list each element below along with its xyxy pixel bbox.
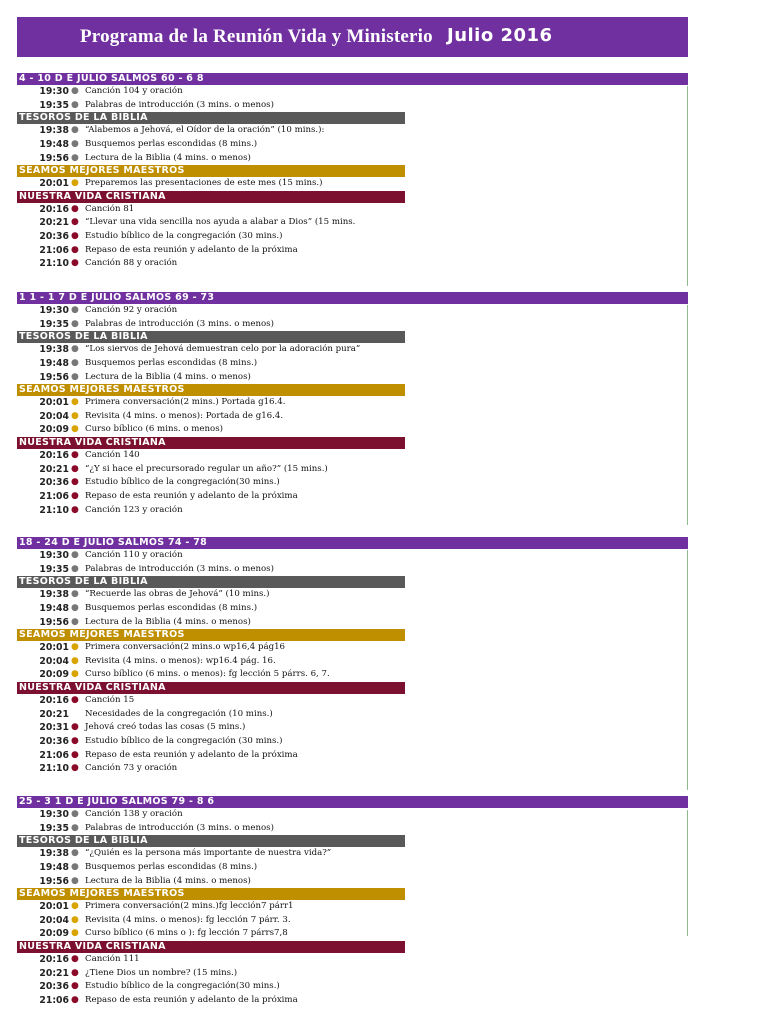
week-block [17,73,688,271]
item-time: 20:36 [39,736,69,748]
bullet-icon: ● [71,602,79,613]
week-block [17,537,688,776]
bullet-icon: ● [71,763,79,774]
item-time: 19:56 [39,152,69,164]
item-time: 20:36 [39,231,69,243]
item-time: 21:06 [39,995,69,1007]
item-time: 20:01 [39,901,69,913]
item-time: 21:06 [39,749,69,761]
item-time: 20:21 [39,708,69,720]
schedule-item [17,99,688,113]
schedule-item [17,304,688,318]
schedule-item [17,244,688,258]
bullet-icon: ● [71,397,79,408]
schedule-item [17,967,688,981]
schedule-item [17,735,688,749]
item-text: Primera conversación(2 mins.o wp16,4 pág16 [85,642,286,653]
section-nuestra: NUESTRA VIDA CRISTIANA [17,682,405,694]
schedule-item [17,563,688,577]
item-text: Estudio bíblico de la congregación (30 mins.) [85,736,283,747]
bullet-icon: ● [71,875,79,886]
item-time: 20:04 [39,655,69,667]
item-text: Primera conversación(2 mins.)fg lección7 párr1 [85,901,294,912]
item-text: Preparemos las presentaciones de este mes (15 mins.) [85,178,323,189]
bullet-icon: ● [71,848,79,859]
item-time: 20:01 [39,642,69,654]
schedule-item [17,203,688,217]
bullet-icon: ● [71,749,79,760]
item-text: Busquemos perlas escondidas (8 mins.) [85,861,258,872]
item-text: Canción 110 y oración [85,550,183,560]
schedule-item [17,343,688,357]
item-time: 19:56 [39,616,69,628]
item-text: Necesidades de la congregación (10 mins.) [85,708,273,719]
section-nuestra: NUESTRA VIDA CRISTIANA [17,191,405,203]
schedule-header [17,17,688,57]
item-time: 20:09 [39,424,69,436]
bullet-icon: ● [71,305,79,315]
item-text: “Los siervos de Jehová demuestran celo por la adoración pura” [85,344,361,355]
bullet-icon: ● [71,809,79,819]
item-text: Canción 123 y oración [85,504,183,515]
item-text: Canción 81 [85,203,135,214]
schedule-item [17,694,688,708]
item-text: Canción 92 y oración [85,305,178,315]
schedule-item [17,749,688,763]
bullet-icon: ● [71,616,79,627]
section-seamos: SEAMOS MEJORES MAESTROS [17,629,405,641]
schedule-item [17,396,688,410]
bullet-icon: ● [71,410,79,421]
bullet-icon: ● [71,244,79,255]
item-text: “¿Quién es la persona más importante de nuestra vida?” [85,848,332,859]
bullet-icon: ● [71,138,79,149]
item-time: 19:38 [39,344,69,356]
section-tesoros: TESOROS DE LA BIBLIA [17,331,405,343]
item-time: 21:10 [39,258,69,270]
bullet-icon: ● [71,258,79,269]
bullet-icon: ● [71,954,79,965]
bullet-icon: ● [71,861,79,872]
item-time: 19:35 [39,99,69,111]
item-time: 19:38 [39,848,69,860]
item-time: 21:06 [39,491,69,503]
schedule-item [17,85,688,99]
bullet-icon: ● [71,563,79,574]
item-time: 21:10 [39,763,69,775]
bullet-icon: ● [71,463,79,474]
schedule-item [17,847,688,861]
item-time: 20:16 [39,203,69,215]
schedule-item [17,138,688,152]
schedule-item [17,900,688,914]
week-header: 25 - 3 1 D E JULIO SALMOS 79 - 8 6 [17,796,688,808]
schedule-title: Programa de la Reunión Vida y Ministerio [80,26,433,47]
item-text: Lectura de la Biblia (4 mins. o menos) [85,371,251,382]
schedule-item [17,152,688,166]
item-text: ¿Tiene Dios un nombre? (15 mins.) [85,967,238,978]
bullet-icon: ● [71,491,79,502]
section-nuestra: NUESTRA VIDA CRISTIANA [17,941,405,953]
bullet-icon: ● [71,203,79,214]
schedule-item [17,655,688,669]
schedule-item [17,708,688,722]
section-seamos: SEAMOS MEJORES MAESTROS [17,888,405,900]
item-text: Repaso de esta reunión y adelanto de la próxima [85,749,298,760]
bullet-icon: ● [71,695,79,706]
schedule-item [17,762,688,776]
item-time: 20:36 [39,981,69,993]
item-text: Busquemos perlas escondidas (8 mins.) [85,357,258,368]
item-time: 19:38 [39,125,69,137]
bullet-icon: ● [71,344,79,355]
schedule-item [17,476,688,490]
item-time: 21:06 [39,244,69,256]
schedule-item [17,257,688,271]
item-text: Lectura de la Biblia (4 mins. o menos) [85,616,251,627]
item-text: “¿Y si hace el precursorado regular un año?” (15 mins.) [85,463,328,474]
schedule-item [17,357,688,371]
week-block [17,292,688,517]
item-time: 20:16 [39,954,69,966]
schedule-item [17,641,688,655]
item-text: Curso bíblico (6 mins. o menos): fg lección 5 párrs. 6, 7. [85,669,330,680]
bullet-icon: ● [71,152,79,163]
schedule-item [17,504,688,518]
schedule-item [17,371,688,385]
bullet-icon: ● [71,655,79,666]
schedule-item [17,410,688,424]
section-nuestra: NUESTRA VIDA CRISTIANA [17,437,405,449]
item-text: Canción 140 [85,450,140,461]
item-text: Busquemos perlas escondidas (8 mins.) [85,602,258,613]
item-text: Canción 73 y oración [85,763,178,774]
bullet-icon: ● [71,231,79,242]
item-time: 20:09 [39,928,69,940]
bullet-icon: ● [71,504,79,515]
item-time: 20:04 [39,410,69,422]
item-text: Canción 88 y oración [85,258,178,269]
schedule-item [17,490,688,504]
schedule-item [17,875,688,889]
item-text: Estudio bíblico de la congregación(30 mins.) [85,981,280,992]
item-time: 19:48 [39,138,69,150]
item-text: Canción 138 y oración [85,809,183,819]
schedule-item [17,721,688,735]
bullet-icon: ● [71,967,79,978]
schedule-item [17,822,688,836]
item-time: 19:30 [39,86,69,97]
item-time: 19:56 [39,875,69,887]
section-seamos: SEAMOS MEJORES MAESTROS [17,165,405,177]
bullet-icon: ● [71,477,79,488]
week-block [17,796,688,1008]
item-time: 19:48 [39,861,69,873]
schedule-item [17,616,688,630]
schedule-item [17,588,688,602]
section-tesoros: TESOROS DE LA BIBLIA [17,835,405,847]
item-text: Palabras de introducción (3 mins. o menos) [85,99,274,110]
item-text: Curso bíblico (6 mins o ): fg lección 7 párrs7,8 [85,928,288,939]
item-text: Primera conversación(2 mins.) Portada g16.4. [85,397,286,408]
bullet-icon: ● [71,981,79,992]
bullet-icon: ● [71,357,79,368]
item-time: 20:16 [39,450,69,462]
item-text: Revisita (4 mins. o menos): wp16.4 pág. 16. [85,655,276,666]
bullet-icon: ● [71,217,79,228]
item-text: Canción 111 [85,954,140,965]
week-header: 1 1 - 1 7 D E JULIO SALMOS 69 - 73 [17,292,688,304]
bullet-icon: ● [71,995,79,1006]
item-time: 19:56 [39,371,69,383]
item-time: 21:10 [39,504,69,516]
bullet-icon: ● [71,928,79,939]
bullet-icon: ● [71,589,79,600]
item-time: 19:30 [39,809,69,820]
schedule-month: Julio 2016 [447,25,553,46]
schedule-item [17,808,688,822]
item-time: 20:31 [39,722,69,734]
bullet-icon: ● [71,86,79,96]
schedule-item [17,861,688,875]
schedule-item [17,230,688,244]
section-tesoros: TESOROS DE LA BIBLIA [17,576,405,588]
schedule-item [17,980,688,994]
item-time: 20:21 [39,967,69,979]
item-time: 19:35 [39,318,69,330]
item-text: “Alabemos a Jehová, el Oídor de la oración” (10 mins.): [85,125,325,136]
bullet-icon: ● [71,99,79,110]
item-text: “Recuerde las obras de Jehová” (10 mins.) [85,589,270,600]
schedule-item [17,602,688,616]
item-text: Repaso de esta reunión y adelanto de la próxima [85,244,298,255]
bullet-icon: ● [71,736,79,747]
item-text: Estudio bíblico de la congregación(30 mins.) [85,477,280,488]
item-time: 20:09 [39,669,69,681]
bullet-icon: ● [71,901,79,912]
schedule-item [17,124,688,138]
schedule-item [17,318,688,332]
item-text: Palabras de introducción (3 mins. o menos) [85,563,274,574]
bullet-icon: ● [71,722,79,733]
item-time: 19:48 [39,357,69,369]
item-text: Busquemos perlas escondidas (8 mins.) [85,138,258,149]
item-time: 19:35 [39,822,69,834]
item-time: 20:01 [39,397,69,409]
schedule-item [17,549,688,563]
week-header: 18 - 24 D E JULIO SALMOS 74 - 78 [17,537,688,549]
item-time: 20:21 [39,217,69,229]
item-time: 20:04 [39,914,69,926]
schedule-item [17,927,688,941]
item-text: Repaso de esta reunión y adelanto de la próxima [85,995,298,1006]
section-seamos: SEAMOS MEJORES MAESTROS [17,384,405,396]
schedule-item [17,668,688,682]
item-time: 19:38 [39,589,69,601]
schedule-item [17,994,688,1008]
week-header: 4 - 10 D E JULIO SALMOS 60 - 6 8 [17,73,688,85]
item-time: 19:35 [39,563,69,575]
schedule-item [17,177,688,191]
item-time: 20:01 [39,178,69,190]
item-text: Curso bíblico (6 mins. o menos) [85,424,223,435]
item-time: 20:16 [39,695,69,707]
bullet-icon: ● [71,318,79,329]
bullet-icon: ● [71,178,79,189]
item-time: 19:48 [39,602,69,614]
item-text: Estudio bíblico de la congregación (30 mins.) [85,231,283,242]
schedule-item [17,449,688,463]
schedule-item [17,463,688,477]
item-time: 19:30 [39,550,69,561]
item-text: Revisita (4 mins. o menos): fg lección 7 párr. 3. [85,914,291,925]
bullet-icon: ● [71,125,79,136]
item-text: Revisita (4 mins. o menos): Portada de g16.4. [85,410,284,421]
item-text: Lectura de la Biblia (4 mins. o menos) [85,875,251,886]
schedule-item [17,914,688,928]
item-time: 19:30 [39,305,69,316]
bullet-icon: ● [71,450,79,461]
item-text: Palabras de introducción (3 mins. o menos) [85,318,274,329]
item-text: Lectura de la Biblia (4 mins. o menos) [85,152,251,163]
bullet-icon: ● [71,550,79,560]
bullet-icon: ● [71,914,79,925]
bullet-icon: ● [71,822,79,833]
item-time: 20:21 [39,463,69,475]
bullet-icon: ● [71,371,79,382]
item-text: Repaso de esta reunión y adelanto de la próxima [85,491,298,502]
schedule-item [17,216,688,230]
item-text: Jehová creó todas las cosas (5 mins.) [85,722,246,733]
section-tesoros: TESOROS DE LA BIBLIA [17,112,405,124]
bullet-icon: ● [71,424,79,435]
item-time: 20:36 [39,477,69,489]
schedule-item [17,953,688,967]
item-text: Canción 15 [85,695,135,706]
item-text: “Llevar una vida sencilla nos ayuda a alabar a Dios” (15 mins. [85,217,356,228]
bullet-icon: ● [71,669,79,680]
bullet-icon: ● [71,642,79,653]
schedule-item [17,423,688,437]
item-text: Canción 104 y oración [85,86,183,96]
item-text: Palabras de introducción (3 mins. o menos) [85,822,274,833]
